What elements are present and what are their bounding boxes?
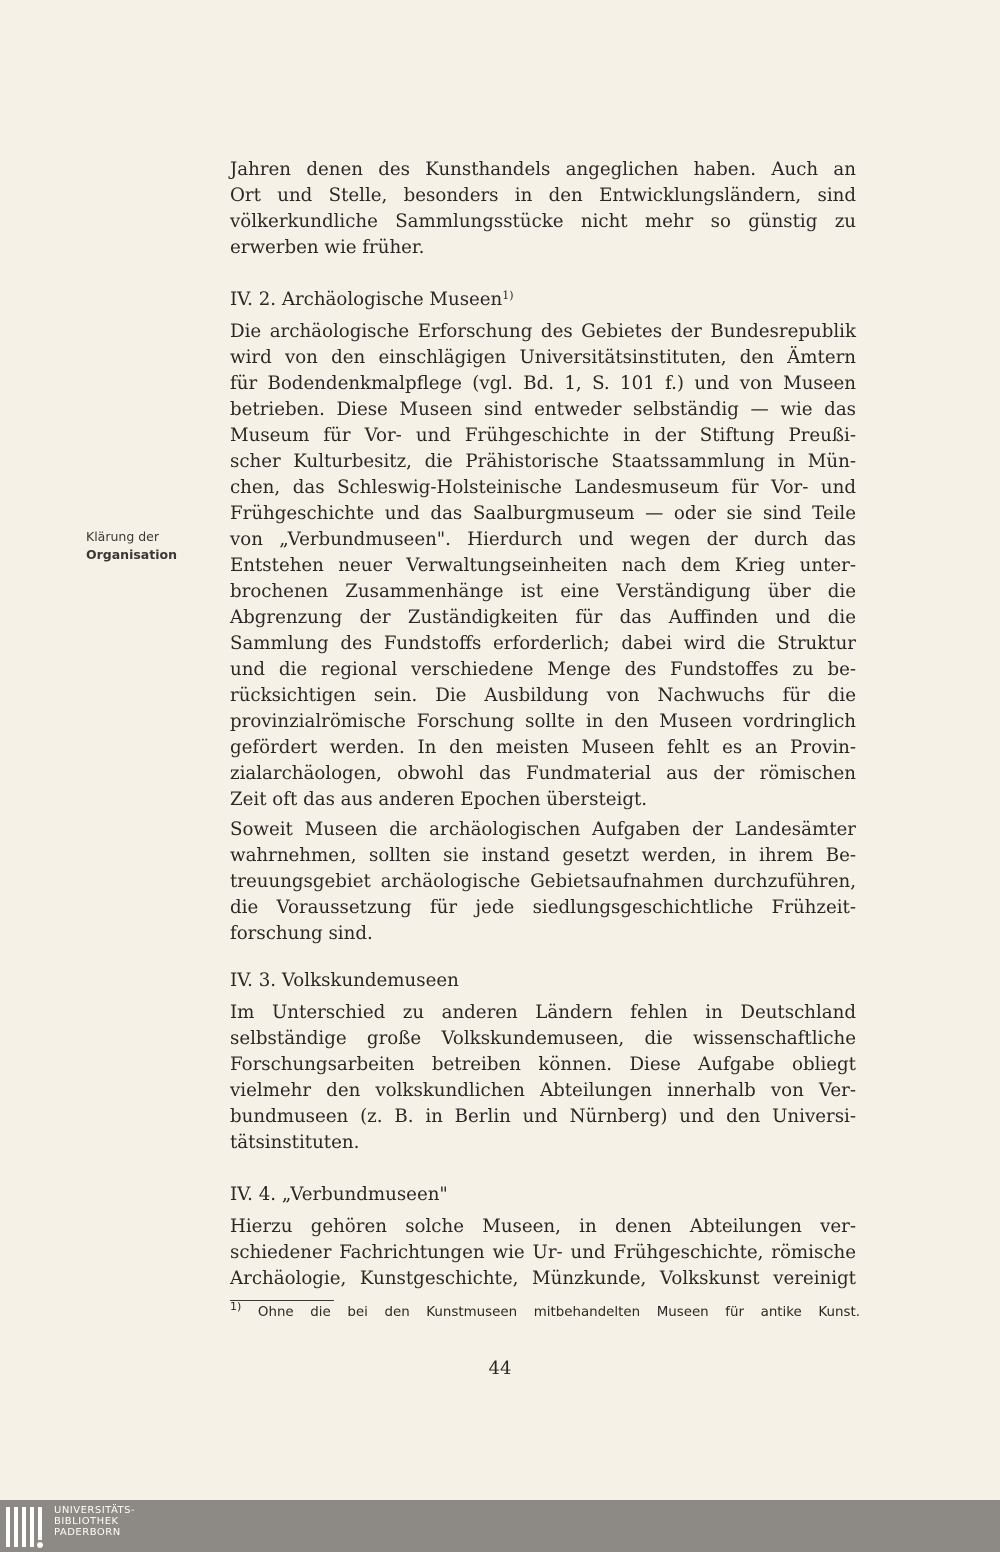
text-line: tätsinstituten. [230,1132,360,1153]
footnote-text: Ohne die bei den Kunstmuseen mitbehandelten Museen für antike Kunst. [257,1305,860,1320]
section-heading-archaeological-museums [230,287,514,313]
text-line: Frühgeschichte und das Saalburgmuseum — oder sie sind Teile [230,503,856,524]
text-line: betrieben. Diese Museen sind entweder selbständig — wie das [230,399,856,420]
text-line: die Voraussetzung für jede siedlungsgeschichtliche Frühzeit- [230,897,856,918]
logo-line: PADERBORN [54,1527,121,1538]
text-line: Jahren denen des Kunsthandels angeglichen haben. Auch an [230,159,856,180]
section-heading-text: IV. 2. Archäologische Museen [230,289,503,310]
text-line: Im Unterschied zu anderen Ländern fehlen in Deutschland [230,1002,856,1023]
footnote-reference: 1) [502,289,514,302]
text-line: brochenen Zusammenhänge ist eine Verständigung über die [230,581,856,602]
text-line: forschung sind. [230,923,373,944]
text-line: Sammlung des Fundstoffs erforderlich; dabei wird die Struktur [230,633,856,654]
text-line: Abgrenzung der Zuständigkeiten für das Auffinden und die [230,607,856,628]
text-line: provinzialrömische Forschung sollte in den Museen vordringlich [230,711,856,732]
margin-note [86,528,186,564]
section-heading-composite-museums: IV. 4. „Verbundmuseen" [230,1184,448,1205]
margin-note-line: Organisation [86,547,177,562]
text-line: gefördert werden. In den meisten Museen fehlt es an Provin- [230,737,856,758]
text-line: erwerben wie früher. [230,237,425,258]
text-line: Hierzu gehören solche Museen, in denen Abteilungen ver- [230,1216,856,1237]
text-line: schiedener Fachrichtungen wie Ur- und Frühgeschichte, römische [230,1242,856,1263]
barcode-logo-icon [6,1507,50,1547]
text-line: Die archäologische Erforschung des Gebietes der Bundesrepublik [230,321,856,342]
text-line: und die regional verschiedene Menge des Fundstoffes zu be- [230,659,856,680]
text-line: für Bodendenkmalpflege (vgl. Bd. 1, S. 101 f.) und von Museen [230,373,856,394]
footnote [230,1300,860,1323]
text-line: Entstehen neuer Verwaltungseinheiten nach dem Krieg unter- [230,555,856,576]
text-line: von „Verbundmuseen". Hierdurch und wegen der durch das [230,529,856,550]
text-line: selbständige große Volkskundemuseen, die wissenschaftliche [230,1028,856,1049]
text-line: wahrnehmen, sollten sie instand gesetzt werden, in ihrem Be- [230,845,856,866]
library-logo [6,1503,166,1549]
footnote-divider [230,1300,334,1301]
text-line: Zeit oft das aus anderen Epochen übersteigt. [230,789,648,810]
page-number: 44 [488,1358,512,1379]
library-footer-bar [0,1500,1000,1552]
library-logo-text [54,1505,135,1538]
text-line: Forschungsarbeiten betreiben können. Diese Aufgabe obliegt [230,1054,856,1075]
text-line: wird von den einschlägigen Universitätsinstituten, den Ämtern [230,347,856,368]
section-heading-folklore-museums: IV. 3. Volkskundemuseen [230,970,459,991]
text-line: bundmuseen (z. B. in Berlin und Nürnberg) und den Universi- [230,1106,856,1127]
logo-line: BIBLIOTHEK [54,1516,119,1527]
margin-note-line: Klärung der [86,529,159,544]
text-line: treuungsgebiet archäologische Gebietsaufnahmen durchzuführen, [230,871,856,892]
logo-line: UNIVERSITÄTS- [54,1505,136,1516]
text-line: chen, das Schleswig-Holsteinische Landesmuseum für Vor- und [230,477,856,498]
text-line: Soweit Museen die archäologischen Aufgaben der Landesämter [230,819,856,840]
text-line: rücksichtigen sein. Die Ausbildung von Nachwuchs für die [230,685,856,706]
text-line: scher Kulturbesitz, die Prähistorische Staatssammlung in Mün- [230,451,856,472]
text-line: Ort und Stelle, besonders in den Entwicklungsländern, sind [230,185,856,206]
text-line: Archäologie, Kunstgeschichte, Münzkunde, Volkskunst vereinigt [230,1268,856,1289]
text-line: vielmehr den volkskundlichen Abteilungen innerhalb von Ver- [230,1080,856,1101]
text-line: zialarchäologen, obwohl das Fundmaterial aus der römischen [230,763,856,784]
text-line: völkerkundliche Sammlungsstücke nicht mehr so günstig zu [230,211,856,232]
text-line: Museum für Vor- und Frühgeschichte in der Stiftung Preußi- [230,425,856,446]
footnote-mark: 1) [230,1300,242,1313]
